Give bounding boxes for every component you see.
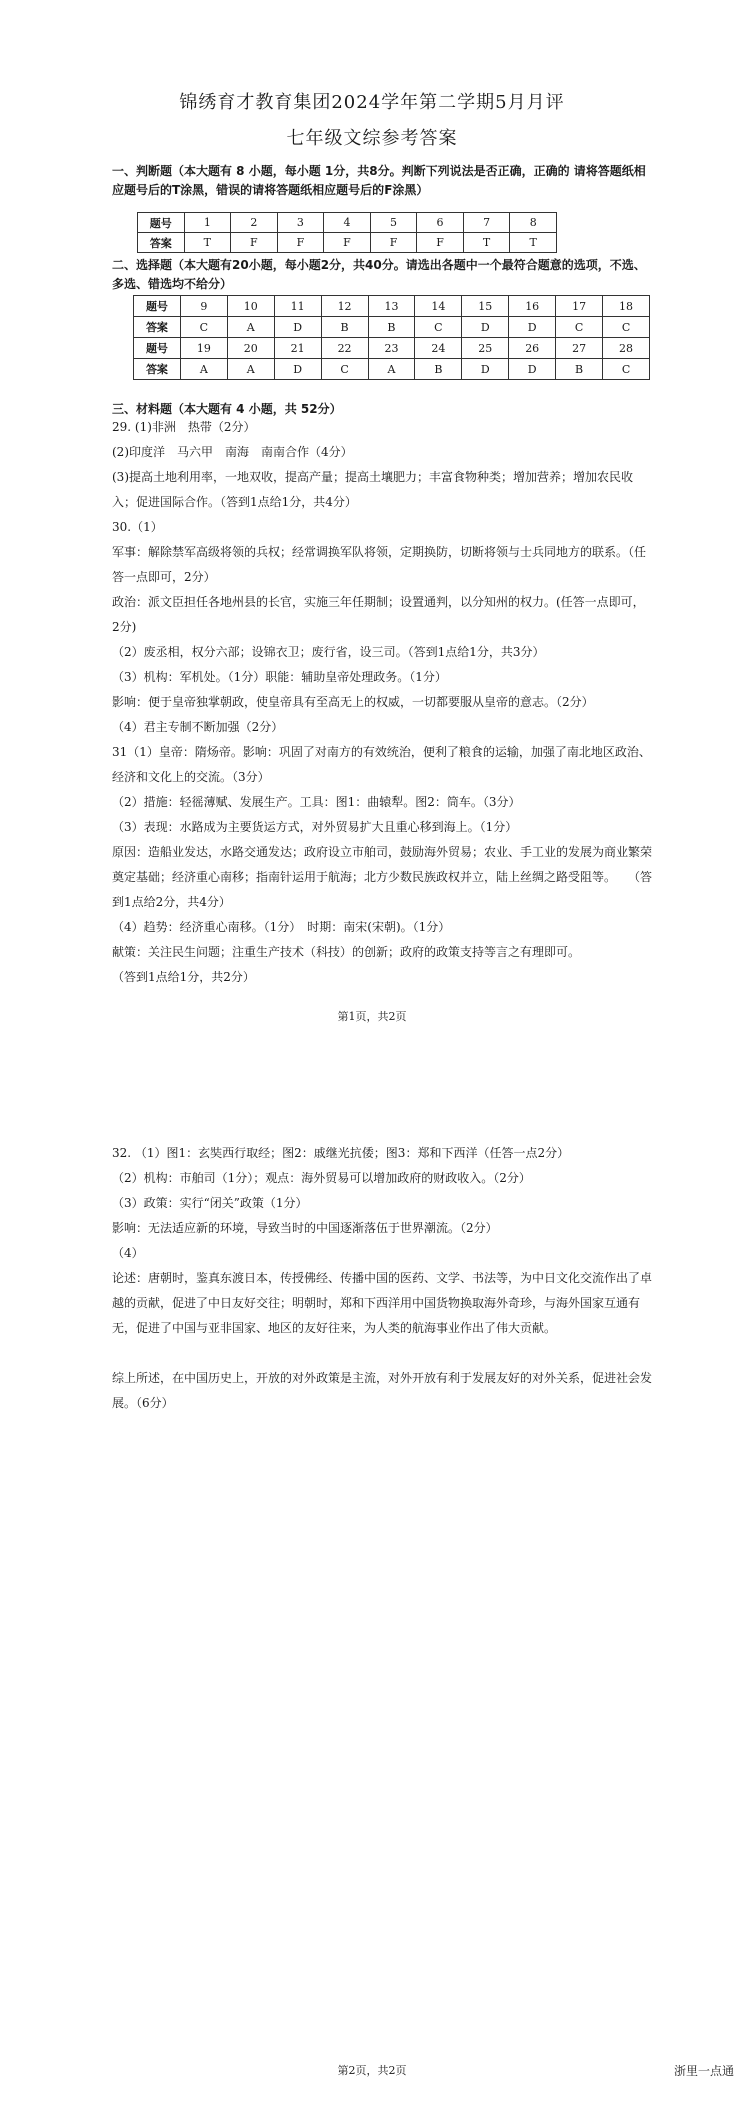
table-cell: 5: [370, 213, 417, 233]
answer-line: （2）措施：轻徭薄赋、发展生产。工具：图1：曲辕犁。图2：筒车。（3分）: [112, 795, 521, 809]
table-row: [134, 338, 650, 359]
document-title: 锦绣育才教育集团2024学年第二学期5月月评: [179, 92, 565, 113]
table-cell: 18: [603, 296, 650, 317]
answer-line: （3）机构：军机处。（1分）职能：辅助皇帝处理政务。（1分）: [112, 670, 447, 684]
table-cell: C: [556, 317, 603, 338]
table-cell: 25: [462, 338, 509, 359]
table-cell: C: [603, 317, 650, 338]
table-cell: 1: [184, 213, 231, 233]
page-footer: 第1页，共2页: [337, 1010, 407, 1023]
table-row: [134, 317, 650, 338]
table-cell: D: [509, 317, 556, 338]
table-cell: 11: [274, 296, 321, 317]
table-cell: B: [415, 359, 462, 380]
table-cell: 22: [321, 338, 368, 359]
page-footer: 第2页，共2页: [337, 2064, 407, 2077]
table-cell: F: [231, 233, 278, 253]
table-cell: 14: [415, 296, 462, 317]
table-cell: D: [274, 359, 321, 380]
answer-line: （答到1点给1分，共2分）: [112, 970, 255, 984]
table-cell: D: [274, 317, 321, 338]
answer-line: (3)提高土地利用率，一地双收，提高产量；提高土壤肥力；丰富食物种类；增加营养；增加农民收入；促进国际合作。（答到1点给1分，共4分）: [112, 470, 634, 509]
table-header-cell: 答案: [134, 317, 181, 338]
table-header-cell: 答案: [134, 359, 181, 380]
table-cell: D: [462, 359, 509, 380]
answer-line: （2）机构：市舶司（1分）；观点：海外贸易可以增加政府的财政收入。（2分）: [112, 1171, 531, 1185]
table-cell: A: [227, 359, 274, 380]
table-cell: 28: [603, 338, 650, 359]
answer-line: 29. (1)非洲 热带（2分）: [112, 420, 256, 434]
table-row: [138, 213, 557, 233]
table-cell: F: [370, 233, 417, 253]
judge-section-heading: 一、判断题（本大题有 8 小题，每小题 1分，共8分。判断下列说法是否正确，正确的 请将答题纸相应题号后的T涂黑，错误的请将答题纸相应题号后的F涂黑）: [112, 164, 646, 197]
table-cell: 24: [415, 338, 462, 359]
table-cell: 2: [231, 213, 278, 233]
table-cell: D: [509, 359, 556, 380]
table-cell: C: [180, 317, 227, 338]
table-cell: T: [184, 233, 231, 253]
watermark-text: 浙里一点通: [673, 2064, 734, 2078]
table-header-cell: 题号: [134, 296, 181, 317]
table-cell: 9: [180, 296, 227, 317]
answer-line: 原因：造船业发达，水路交通发达；政府设立市舶司，鼓励海外贸易；农业、手工业的发展为商业繁荣奠定基础；经济重心南移；指南针运用于航海；北方少数民族政权并立，陆上丝绸之路受阻等。 （答到1点给2分，共4分）: [112, 845, 653, 909]
table-cell: C: [415, 317, 462, 338]
table-cell: 21: [274, 338, 321, 359]
table-header-cell: 题号: [138, 213, 185, 233]
table-cell: F: [277, 233, 324, 253]
answer-line: 30.（1）: [112, 520, 163, 534]
table-cell: 17: [556, 296, 603, 317]
answer-line: （3）政策：实行“闭关”政策（1分）: [112, 1196, 308, 1210]
answer-line: （4）君主专制不断加强（2分）: [112, 720, 284, 734]
table-cell: A: [180, 359, 227, 380]
material-section-heading: 三、材料题（本大题有 4 小题，共 52分）: [112, 402, 342, 416]
table-cell: 13: [368, 296, 415, 317]
table-row: [138, 233, 557, 253]
table-cell: 7: [463, 213, 510, 233]
table-cell: 20: [227, 338, 274, 359]
choice-answer-table: [133, 295, 650, 380]
table-cell: T: [510, 233, 557, 253]
answer-line: 31（1）皇帝：隋炀帝。影响：巩固了对南方的有效统治，便利了粮食的运输，加强了南北地区政治、经济和文化上的交流。（3分）: [112, 745, 651, 784]
answer-line: 影响：便于皇帝独掌朝政，使皇帝具有至高无上的权威，一切都要服从皇帝的意志。（2分）: [112, 695, 594, 709]
table-cell: C: [321, 359, 368, 380]
table-cell: 19: [180, 338, 227, 359]
table-cell: B: [321, 317, 368, 338]
table-cell: A: [227, 317, 274, 338]
table-cell: 6: [417, 213, 464, 233]
table-cell: A: [368, 359, 415, 380]
table-cell: 3: [277, 213, 324, 233]
table-cell: 27: [556, 338, 603, 359]
answer-line: 32. （1）图1：玄奘西行取经；图2：戚继光抗倭；图3：郑和下西洋（任答一点2分）: [112, 1146, 570, 1160]
answer-line: 影响：无法适应新的环境，导致当时的中国逐渐落伍于世界潮流。（2分）: [112, 1221, 498, 1235]
table-cell: 12: [321, 296, 368, 317]
page-two: [0, 1050, 744, 2104]
judge-answer-table: [137, 212, 557, 253]
answer-line: （4）趋势：经济重心南移。（1分） 时期：南宋(宋朝)。（1分）: [112, 920, 451, 934]
table-row: [134, 359, 650, 380]
table-cell: 10: [227, 296, 274, 317]
choice-section-heading: 二、选择题（本大题有20小题，每小题2分，共40分。请选出各题中一个最符合题意的选项，不选、多选、错选均不给分）: [112, 258, 646, 291]
table-header-cell: 题号: [134, 338, 181, 359]
table-cell: 15: [462, 296, 509, 317]
document-subtitle: 七年级文综参考答案: [286, 128, 458, 149]
table-cell: F: [417, 233, 464, 253]
table-cell: 16: [509, 296, 556, 317]
answer-line: 综上所述，在中国历史上，开放的对外政策是主流，对外开放有利于发展友好的对外关系，促进社会发展。（6分）: [112, 1371, 653, 1410]
answer-line: 政治：派文臣担任各地州县的长官，实施三年任期制；设置通判，以分知州的权力。(任答一点即可，2分): [112, 595, 645, 634]
table-cell: 8: [510, 213, 557, 233]
table-cell: 4: [324, 213, 371, 233]
answer-line: （4）: [112, 1246, 144, 1260]
table-cell: 26: [509, 338, 556, 359]
table-cell: B: [556, 359, 603, 380]
table-header-cell: 答案: [138, 233, 185, 253]
table-cell: C: [603, 359, 650, 380]
answer-line: 论述：唐朝时，鉴真东渡日本，传授佛经、传播中国的医药、文学、书法等，为中日文化交流作出了卓越的贡献，促进了中日友好交往；明朝时，郑和下西洋用中国货物换取海外奇珍，与海外国家互通有无，促进了中国与亚非国家、地区的友好往来，为人类的航海事业作出了伟大贡献。: [112, 1271, 653, 1335]
page-one: [0, 0, 744, 1050]
table-cell: F: [324, 233, 371, 253]
table-row: [134, 296, 650, 317]
answer-line: 献策：关注民生问题；注重生产技术（科技）的创新；政府的政策支持等言之有理即可。: [112, 945, 581, 959]
answer-line: 军事：解除禁军高级将领的兵权；经常调换军队将领，定期换防，切断将领与士兵同地方的联系。（任答一点即可，2分）: [112, 545, 647, 584]
table-cell: T: [463, 233, 510, 253]
answer-line: （2）废丞相，权分六部；设锦衣卫；废行省，设三司。（答到1点给1分，共3分）: [112, 645, 545, 659]
table-cell: D: [462, 317, 509, 338]
table-cell: B: [368, 317, 415, 338]
answer-line: （3）表现：水路成为主要货运方式，对外贸易扩大且重心移到海上。（1分）: [112, 820, 518, 834]
answer-line: (2)印度洋 马六甲 南海 南南合作（4分）: [112, 445, 353, 459]
table-cell: 23: [368, 338, 415, 359]
